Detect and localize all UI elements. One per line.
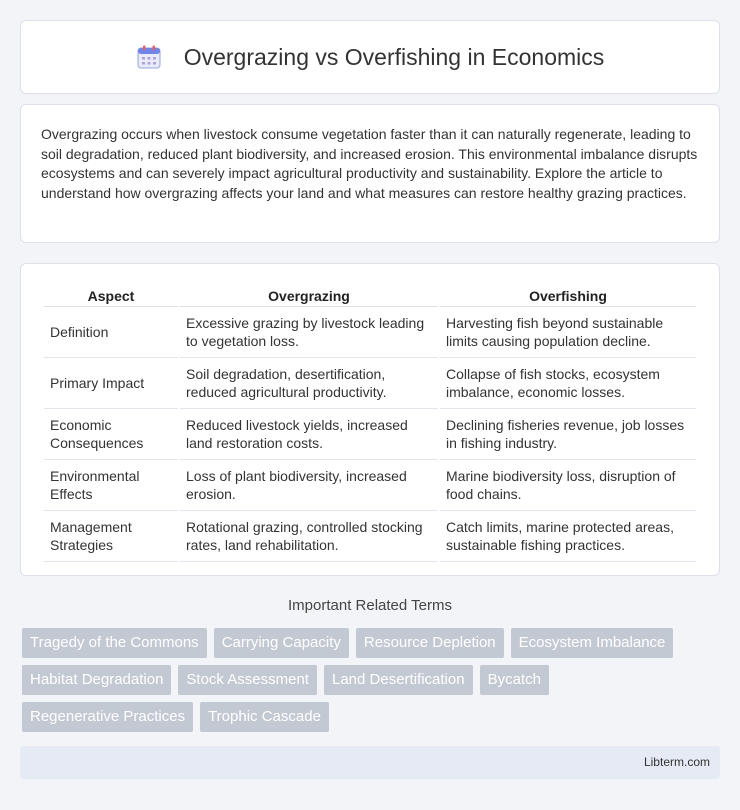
page-title: Overgrazing vs Overfishing in Economics <box>183 43 605 70</box>
related-terms-list <box>22 628 722 732</box>
page-header <box>20 20 720 94</box>
row-overfishing: Catch limits, marine protected areas, sustainable fishing practices. <box>440 511 696 562</box>
related-term-tag[interactable]: Regenerative Practices <box>22 702 193 732</box>
intro-card <box>20 104 720 243</box>
table-row <box>44 460 696 511</box>
table-row <box>44 511 696 562</box>
related-term-tag[interactable]: Bycatch <box>480 665 549 695</box>
row-overfishing: Declining fisheries revenue, job losses in fishing industry. <box>440 409 696 460</box>
row-overfishing: Marine biodiversity loss, disruption of food chains. <box>440 460 696 511</box>
row-overgrazing: Soil degradation, desertification, reduced agricultural productivity. <box>180 358 438 409</box>
related-term-tag[interactable]: Land Desertification <box>324 665 473 695</box>
related-term-tag[interactable]: Tragedy of the Commons <box>22 628 207 658</box>
related-terms-title: Important Related Terms <box>288 597 452 614</box>
header-overfishing: Overfishing <box>440 284 696 307</box>
row-aspect: Primary Impact <box>44 358 178 409</box>
header-overgrazing: Overgrazing <box>180 284 438 307</box>
footer-site-link[interactable]: Libterm.com <box>643 755 710 769</box>
row-aspect: Economic Consequences <box>44 409 178 460</box>
related-term-tag[interactable]: Habitat Degradation <box>22 665 171 695</box>
table-header-row <box>44 284 696 307</box>
table-row <box>44 358 696 409</box>
footer <box>20 746 720 779</box>
related-term-tag[interactable]: Carrying Capacity <box>214 628 349 658</box>
row-aspect: Definition <box>44 307 178 358</box>
comparison-table <box>42 284 698 562</box>
row-aspect: Management Strategies <box>44 511 178 562</box>
header-aspect: Aspect <box>44 284 178 307</box>
comparison-card <box>20 263 720 576</box>
row-overfishing: Harvesting fish beyond sustainable limits causing population decline. <box>440 307 696 358</box>
calendar-icon <box>136 44 162 70</box>
intro-text: Overgrazing occurs when livestock consume vegetation faster than it can naturally regenerate, leading to soil degradation, reduced plant biodiversity, and increased erosion. This environmental imbalance disrupts ecosystems and can severely impact agricultural productivity and sustainability. Explore the article to understand how overgrazing affects your land and what measures can restore healthy grazing practices. <box>41 126 698 201</box>
row-overgrazing: Reduced livestock yields, increased land restoration costs. <box>180 409 438 460</box>
row-overgrazing: Loss of plant biodiversity, increased erosion. <box>180 460 438 511</box>
row-overfishing: Collapse of fish stocks, ecosystem imbalance, economic losses. <box>440 358 696 409</box>
table-row <box>44 307 696 358</box>
related-term-tag[interactable]: Ecosystem Imbalance <box>511 628 674 658</box>
related-term-tag[interactable]: Stock Assessment <box>178 665 317 695</box>
related-term-tag[interactable]: Trophic Cascade <box>200 702 329 732</box>
row-aspect: Environmental Effects <box>44 460 178 511</box>
row-overgrazing: Rotational grazing, controlled stocking rates, land rehabilitation. <box>180 511 438 562</box>
related-term-tag[interactable]: Resource Depletion <box>356 628 504 658</box>
row-overgrazing: Excessive grazing by livestock leading to vegetation loss. <box>180 307 438 358</box>
table-row <box>44 409 696 460</box>
